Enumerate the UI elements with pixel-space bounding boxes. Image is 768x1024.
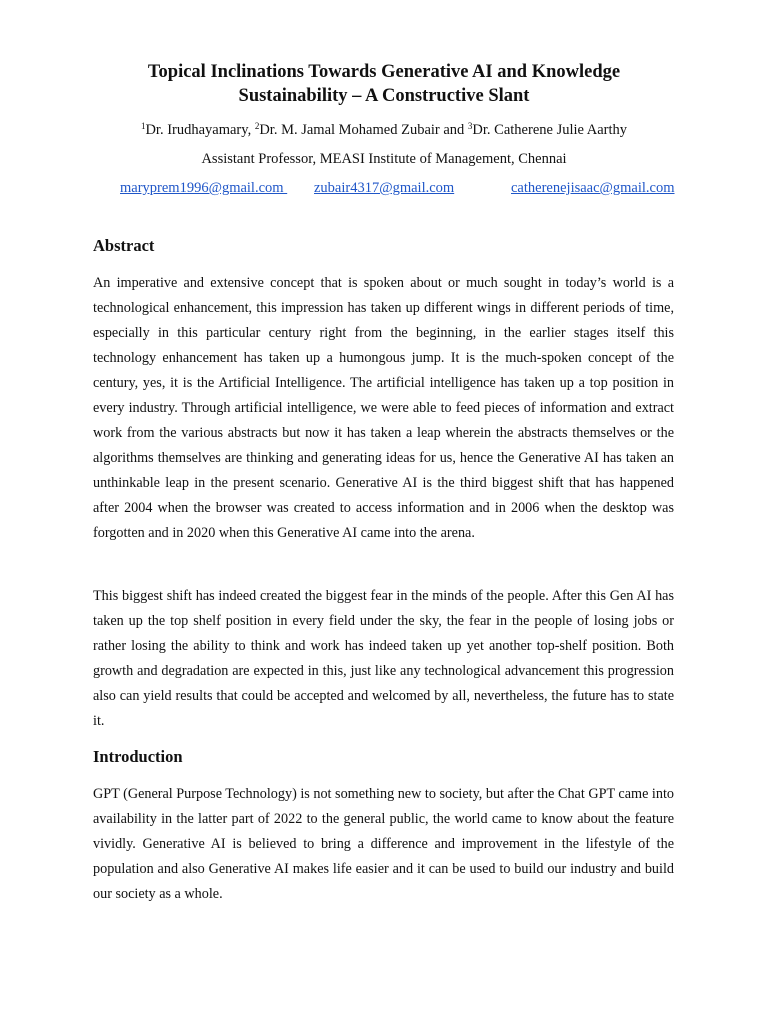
email-link-author-3[interactable]: catherenejisaac@gmail.com xyxy=(511,180,675,196)
introduction-paragraph-1: GPT (General Purpose Technology) is not something new to society, but after the Chat GPT came into availability in the latter part of 2022 to the general public, the world came to know about the feature vividly. Generative AI is believed to bring a difference and improvement in the lifestyle of the population and also Generative AI makes life easier and it can be used to build our industry and build our society as a whole. xyxy=(93,786,674,902)
abstract-paragraph-1: An imperative and extensive concept that is spoken about or much sought in today’s world is a technological enhancement, this impression has taken up different wings in different periods of time, especially in this particular century right from the beginning, in the earlier stages itself this technology enhancement has taken up a humongous jump. It is the much-spoken concept of the century, yes, it is the Artificial Intelligence. The artificial intelligence has taken up a top position in every industry. Through artificial intelligence, we were able to feed pieces of information and extract work from the various abstracts but now it has taken a leap wherein the abstracts themselves or the algorithms themselves are thinking and generating ideas for us, hence the Generative AI has taken an unthinkable leap in the present scenario. Generative AI is the third biggest shift that has happened after 2004 when the browser was created to access information and in 2006 when the desktop was forgotten and in 2020 when this Generative AI came into the arena. xyxy=(93,275,674,541)
author-3: Dr. Catherene Julie Aarthy xyxy=(472,122,628,138)
author-2: Dr. M. Jamal Mohamed Zubair and xyxy=(259,122,468,138)
author-affiliation: Assistant Professor, MEASI Institute of Management, Chennai xyxy=(201,151,567,167)
introduction-heading: Introduction xyxy=(93,747,183,766)
author-2-marker: 2 xyxy=(254,121,260,131)
abstract-heading: Abstract xyxy=(93,236,155,255)
author-1-marker: 1 xyxy=(140,121,146,131)
abstract-paragraph-2: This biggest shift has indeed created the biggest fear in the minds of the people. After this Gen AI has taken up the top shelf position in every field under the sky, the fear in the people of losing jobs or rather losing the ability to think and work has indeed taken up yet another top-shelf position. Both growth and degradation are expected in this, just like any technological advancement this progression also can yield results that could be accepted and welcomed by all, nevertheless, the future has to state it. xyxy=(93,588,674,729)
title-line-1: Topical Inclinations Towards Generative AI and Knowledge xyxy=(147,62,621,82)
email-link-author-1[interactable]: maryprem1996@gmail.com xyxy=(120,180,288,196)
author-list xyxy=(60,120,708,140)
author-1: Dr. Irudhayamary, xyxy=(145,122,255,138)
title-line-2: Sustainability – A Constructive Slant xyxy=(238,86,530,106)
author-3-marker: 3 xyxy=(467,121,473,131)
email-link-author-2[interactable]: zubair4317@gmail.com xyxy=(314,180,455,196)
paper-title xyxy=(60,60,708,108)
